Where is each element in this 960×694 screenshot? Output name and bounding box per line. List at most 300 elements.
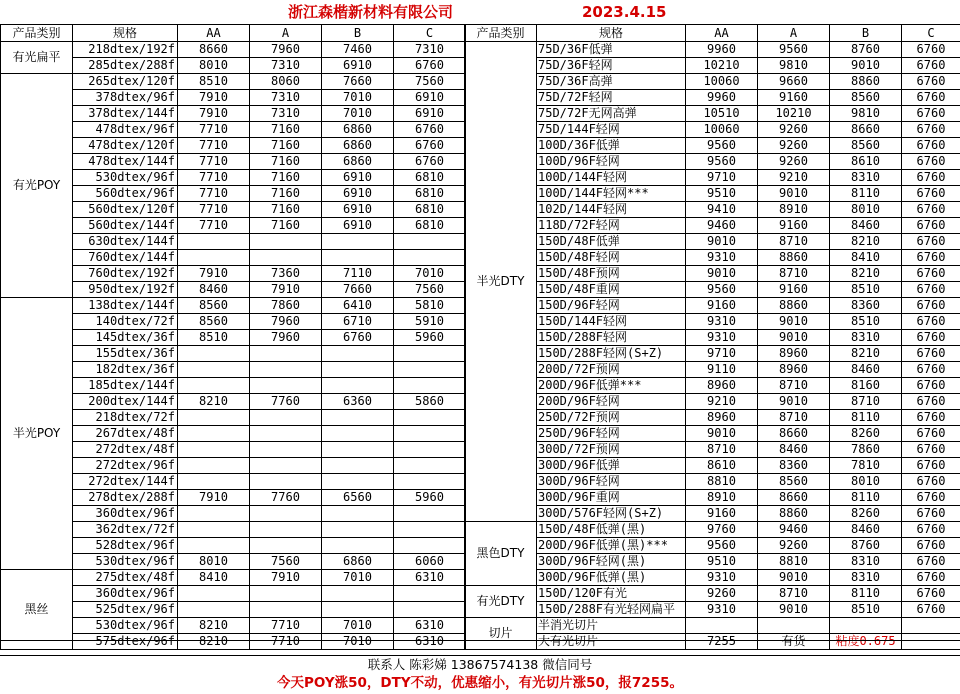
- price-cell: [394, 250, 466, 266]
- spec-cell: 150D/288F轻网: [537, 330, 686, 346]
- spec-cell: 100D/144F轻网: [537, 170, 686, 186]
- price-cell: 9310: [686, 314, 758, 330]
- price-cell: 9710: [686, 346, 758, 362]
- spec-cell: 150D/120F有光: [537, 586, 686, 602]
- price-cell: [394, 362, 466, 378]
- price-cell: 粘度0.675: [830, 634, 902, 650]
- price-cell: 8660: [758, 490, 830, 506]
- price-cell: 9460: [686, 218, 758, 234]
- price-cell: 6760: [902, 458, 960, 474]
- price-cell: 6760: [902, 586, 960, 602]
- price-cell: 8460: [830, 218, 902, 234]
- price-cell: 7160: [250, 202, 322, 218]
- spec-cell: 278dtex/288f: [73, 490, 178, 506]
- spec-cell: 182dtex/36f: [73, 362, 178, 378]
- price-cell: 6760: [902, 218, 960, 234]
- spec-cell: 140dtex/72f: [73, 314, 178, 330]
- price-cell: [394, 586, 466, 602]
- price-cell: 8010: [830, 202, 902, 218]
- price-cell: 8910: [758, 202, 830, 218]
- spec-cell: 760dtex/144f: [73, 250, 178, 266]
- price-cell: 6760: [902, 170, 960, 186]
- price-cell: [178, 538, 250, 554]
- spec-cell: 150D/96F轻网: [537, 298, 686, 314]
- table-row: [465, 154, 960, 170]
- price-cell: [394, 602, 466, 618]
- price-cell: [178, 346, 250, 362]
- price-cell: 7310: [250, 106, 322, 122]
- price-cell: 6860: [322, 554, 394, 570]
- price-cell: 6760: [902, 554, 960, 570]
- price-cell: 8710: [830, 394, 902, 410]
- price-cell: 8860: [830, 74, 902, 90]
- spec-cell: 300D/72F预网: [537, 442, 686, 458]
- price-cell: 7910: [250, 282, 322, 298]
- price-cell: 9010: [758, 394, 830, 410]
- contact-line: 联系人 陈彩娣 13867574138 微信同号: [367, 657, 593, 672]
- spec-cell: 75D/72F无网高弹: [537, 106, 686, 122]
- spec-cell: 250D/72F预网: [537, 410, 686, 426]
- spec-cell: 360dtex/96f: [73, 506, 178, 522]
- price-cell: 8960: [686, 410, 758, 426]
- price-cell: [178, 586, 250, 602]
- price-cell: 6760: [902, 570, 960, 586]
- price-cell: 9810: [758, 58, 830, 74]
- price-cell: 6760: [902, 202, 960, 218]
- price-cell: 7660: [322, 282, 394, 298]
- price-cell: 7160: [250, 122, 322, 138]
- price-cell: 7310: [250, 90, 322, 106]
- price-cell: 9010: [686, 426, 758, 442]
- price-cell: 6760: [902, 106, 960, 122]
- spec-cell: 560dtex/120f: [73, 202, 178, 218]
- price-cell: [250, 506, 322, 522]
- price-cell: 10060: [686, 122, 758, 138]
- price-cell: [250, 538, 322, 554]
- table-row: [465, 570, 960, 586]
- price-cell: 8610: [830, 154, 902, 170]
- price-cell: [902, 634, 960, 650]
- price-cell: 6910: [394, 106, 466, 122]
- table-row: [1, 74, 466, 90]
- company-name: 浙江森楷新材料有限公司: [288, 3, 454, 21]
- price-cell: 8260: [830, 426, 902, 442]
- price-cell: 8210: [830, 346, 902, 362]
- spec-cell: 530dtex/96f: [73, 618, 178, 634]
- price-cell: 6760: [902, 362, 960, 378]
- price-cell: 8460: [178, 282, 250, 298]
- price-cell: 8110: [830, 586, 902, 602]
- price-cell: 8960: [758, 346, 830, 362]
- price-cell: [250, 410, 322, 426]
- price-cell: [250, 362, 322, 378]
- price-cell: 7010: [394, 266, 466, 282]
- price-cell: 6760: [902, 442, 960, 458]
- price-cell: 6060: [394, 554, 466, 570]
- spec-cell: 360dtex/96f: [73, 586, 178, 602]
- price-cell: 6910: [322, 218, 394, 234]
- price-cell: 6910: [322, 58, 394, 74]
- price-cell: 9310: [686, 330, 758, 346]
- price-cell: 6860: [322, 138, 394, 154]
- price-cell: 6860: [322, 122, 394, 138]
- price-cell: 8660: [758, 426, 830, 442]
- spec-cell: 950dtex/192f: [73, 282, 178, 298]
- spec-cell: 大有光切片: [537, 634, 686, 650]
- spec-cell: 530dtex/96f: [73, 170, 178, 186]
- price-cell: [686, 618, 758, 634]
- price-cell: 9010: [758, 330, 830, 346]
- price-cell: 9160: [758, 218, 830, 234]
- price-cell: [758, 618, 830, 634]
- spec-cell: 218dtex/192f: [73, 42, 178, 58]
- spec-cell: 75D/72F轻网: [537, 90, 686, 106]
- spec-cell: 138dtex/144f: [73, 298, 178, 314]
- left-header-row: [1, 25, 466, 42]
- price-cell: 8710: [758, 410, 830, 426]
- price-cell: 7310: [394, 42, 466, 58]
- spec-cell: 185dtex/144f: [73, 378, 178, 394]
- price-cell: 7660: [322, 74, 394, 90]
- price-cell: 6760: [394, 154, 466, 170]
- price-cell: [250, 346, 322, 362]
- table-row: [465, 234, 960, 250]
- price-cell: 9210: [686, 394, 758, 410]
- price-cell: 8710: [758, 234, 830, 250]
- price-cell: 10510: [686, 106, 758, 122]
- table-row: [465, 442, 960, 458]
- price-cell: 7160: [250, 186, 322, 202]
- spec-cell: 560dtex/144f: [73, 218, 178, 234]
- table-row: [465, 218, 960, 234]
- price-cell: 8310: [830, 330, 902, 346]
- spec-cell: 200dtex/144f: [73, 394, 178, 410]
- spec-cell: 150D/48F低弹(黑): [537, 522, 686, 538]
- price-cell: 8410: [830, 250, 902, 266]
- table-row: [465, 506, 960, 522]
- price-cell: [250, 458, 322, 474]
- price-cell: 7160: [250, 138, 322, 154]
- price-cell: 6760: [902, 394, 960, 410]
- price-cell: [178, 234, 250, 250]
- left-header-c: C: [394, 25, 466, 42]
- price-cell: 8710: [686, 442, 758, 458]
- price-cell: [178, 426, 250, 442]
- table-row: [465, 362, 960, 378]
- price-cell: 9310: [686, 570, 758, 586]
- spec-cell: 150D/48F低弹: [537, 234, 686, 250]
- spec-cell: 75D/36F低弹: [537, 42, 686, 58]
- price-cell: 8110: [830, 410, 902, 426]
- price-cell: 9260: [758, 122, 830, 138]
- price-cell: 8860: [758, 298, 830, 314]
- price-cell: 6760: [902, 154, 960, 170]
- price-cell: [322, 602, 394, 618]
- price-cell: 有货: [758, 634, 830, 650]
- price-cell: 6760: [394, 58, 466, 74]
- price-cell: 8210: [178, 394, 250, 410]
- spec-cell: 362dtex/72f: [73, 522, 178, 538]
- price-cell: 6410: [322, 298, 394, 314]
- price-cell: 9010: [830, 58, 902, 74]
- table-row: [465, 170, 960, 186]
- price-cell: [322, 426, 394, 442]
- left-category-cell: 黑丝: [1, 570, 73, 650]
- price-cell: 9560: [686, 138, 758, 154]
- price-cell: 9010: [758, 314, 830, 330]
- price-cell: 6760: [902, 138, 960, 154]
- price-cell: 6760: [902, 410, 960, 426]
- price-cell: 6860: [322, 154, 394, 170]
- price-cell: 9160: [686, 298, 758, 314]
- price-cell: 9510: [686, 186, 758, 202]
- spec-cell: 575dtex/96f: [73, 634, 178, 650]
- price-cell: 6760: [902, 522, 960, 538]
- table-row: [465, 122, 960, 138]
- spec-cell: 272dtex/144f: [73, 474, 178, 490]
- table-row: [465, 330, 960, 346]
- price-cell: 6560: [322, 490, 394, 506]
- spec-cell: 378dtex/144f: [73, 106, 178, 122]
- price-cell: 9110: [686, 362, 758, 378]
- table-row: [465, 522, 960, 538]
- price-cell: 6760: [902, 378, 960, 394]
- table-row: [465, 298, 960, 314]
- table-row: [465, 186, 960, 202]
- spec-cell: 150D/48F轻网: [537, 250, 686, 266]
- table-row: [465, 474, 960, 490]
- left-price-table: [0, 24, 466, 650]
- right-header-aa: AA: [686, 25, 758, 42]
- price-cell: 7760: [250, 394, 322, 410]
- price-cell: 9260: [758, 154, 830, 170]
- price-cell: [394, 378, 466, 394]
- price-cell: 8860: [758, 506, 830, 522]
- price-cell: [178, 474, 250, 490]
- left-category-cell: 半光POY: [1, 298, 73, 570]
- price-cell: 6910: [322, 202, 394, 218]
- spec-cell: 75D/36F高弹: [537, 74, 686, 90]
- price-cell: 7710: [250, 634, 322, 650]
- price-cell: 7960: [250, 314, 322, 330]
- price-cell: 7710: [178, 122, 250, 138]
- price-cell: [394, 474, 466, 490]
- spec-cell: 150D/288F轻网(S+Z): [537, 346, 686, 362]
- price-cell: [322, 586, 394, 602]
- price-cell: 6760: [902, 74, 960, 90]
- spec-cell: 155dtex/36f: [73, 346, 178, 362]
- price-cell: 7160: [250, 218, 322, 234]
- price-cell: 10210: [686, 58, 758, 74]
- price-cell: 8760: [830, 538, 902, 554]
- price-cell: 6810: [394, 202, 466, 218]
- right-price-table: [464, 24, 960, 650]
- price-cell: 6760: [902, 474, 960, 490]
- spec-cell: 525dtex/96f: [73, 602, 178, 618]
- price-cell: 7010: [322, 618, 394, 634]
- price-cell: [178, 410, 250, 426]
- right-header-a: A: [758, 25, 830, 42]
- price-cell: [178, 442, 250, 458]
- price-cell: 8560: [178, 298, 250, 314]
- price-cell: 7960: [250, 330, 322, 346]
- price-cell: 9560: [686, 154, 758, 170]
- price-cell: 7710: [250, 618, 322, 634]
- spec-cell: 200D/96F低弹(黑)***: [537, 538, 686, 554]
- price-cell: 8360: [758, 458, 830, 474]
- table-row: [465, 74, 960, 90]
- price-cell: 9560: [686, 282, 758, 298]
- price-cell: 6310: [394, 634, 466, 650]
- price-cell: 8260: [830, 506, 902, 522]
- price-cell: 9760: [686, 522, 758, 538]
- table-row: [465, 250, 960, 266]
- price-cell: 7255: [686, 634, 758, 650]
- price-cell: 6760: [902, 346, 960, 362]
- price-cell: 9460: [758, 522, 830, 538]
- price-cell: 7310: [250, 58, 322, 74]
- table-row: [465, 634, 960, 650]
- price-cell: 6760: [394, 122, 466, 138]
- price-cell: 9810: [830, 106, 902, 122]
- price-cell: 6910: [322, 170, 394, 186]
- price-cell: 9960: [686, 90, 758, 106]
- price-cell: 9660: [758, 74, 830, 90]
- right-category-cell: 有光DTY: [465, 586, 537, 618]
- price-cell: 6810: [394, 218, 466, 234]
- price-cell: 8410: [178, 570, 250, 586]
- price-cell: [322, 458, 394, 474]
- price-cell: 8110: [830, 490, 902, 506]
- price-cell: 9210: [758, 170, 830, 186]
- price-cell: [394, 442, 466, 458]
- table-row: [465, 394, 960, 410]
- price-cell: 7810: [830, 458, 902, 474]
- price-cell: 8110: [830, 186, 902, 202]
- price-cell: [178, 362, 250, 378]
- price-cell: [322, 346, 394, 362]
- price-cell: 9010: [686, 234, 758, 250]
- price-cell: 7010: [322, 90, 394, 106]
- spec-cell: 265dtex/120f: [73, 74, 178, 90]
- price-cell: 7560: [250, 554, 322, 570]
- spec-cell: 760dtex/192f: [73, 266, 178, 282]
- spec-cell: 150D/144F轻网: [537, 314, 686, 330]
- spec-cell: 267dtex/48f: [73, 426, 178, 442]
- price-cell: 6760: [902, 506, 960, 522]
- price-cell: 8910: [686, 490, 758, 506]
- price-cell: [250, 474, 322, 490]
- price-cell: 6760: [902, 58, 960, 74]
- price-cell: 6760: [902, 250, 960, 266]
- price-cell: 6760: [902, 186, 960, 202]
- price-cell: 5960: [394, 330, 466, 346]
- price-cell: 7560: [394, 74, 466, 90]
- price-cell: 6310: [394, 570, 466, 586]
- spec-cell: 150D/48F预网: [537, 266, 686, 282]
- left-header-a: A: [250, 25, 322, 42]
- price-cell: 6310: [394, 618, 466, 634]
- price-cell: 9960: [686, 42, 758, 58]
- price-cell: [394, 458, 466, 474]
- spec-cell: 200D/96F轻网: [537, 394, 686, 410]
- spec-cell: 272dtex/48f: [73, 442, 178, 458]
- price-cell: 7010: [322, 106, 394, 122]
- price-cell: 5910: [394, 314, 466, 330]
- left-header-category: 产品类别: [1, 25, 73, 42]
- spec-cell: 半消光切片: [537, 618, 686, 634]
- price-cell: 8010: [178, 58, 250, 74]
- price-cell: 8210: [178, 618, 250, 634]
- price-cell: 6760: [902, 298, 960, 314]
- price-cell: [250, 250, 322, 266]
- price-cell: 6760: [902, 602, 960, 618]
- price-cell: 9310: [686, 250, 758, 266]
- price-cell: [250, 378, 322, 394]
- spec-cell: 478dtex/120f: [73, 138, 178, 154]
- price-cell: 7910: [178, 490, 250, 506]
- spec-cell: 100D/36F低弹: [537, 138, 686, 154]
- price-cell: 8510: [178, 74, 250, 90]
- price-cell: [322, 234, 394, 250]
- price-cell: 8860: [758, 250, 830, 266]
- price-cell: 8310: [830, 570, 902, 586]
- spec-cell: 75D/36F轻网: [537, 58, 686, 74]
- price-cell: 8460: [758, 442, 830, 458]
- table-row: [465, 410, 960, 426]
- price-cell: 9710: [686, 170, 758, 186]
- price-cell: [322, 442, 394, 458]
- price-cell: 7910: [250, 570, 322, 586]
- price-cell: 7710: [178, 154, 250, 170]
- price-cell: [394, 346, 466, 362]
- price-cell: [394, 426, 466, 442]
- price-cell: 8760: [830, 42, 902, 58]
- table-row: [465, 378, 960, 394]
- price-cell: 8210: [178, 634, 250, 650]
- table-row: [465, 42, 960, 58]
- price-cell: 6710: [322, 314, 394, 330]
- spec-cell: 478dtex/96f: [73, 122, 178, 138]
- table-row: [1, 42, 466, 58]
- spec-cell: 560dtex/96f: [73, 186, 178, 202]
- spec-cell: 478dtex/144f: [73, 154, 178, 170]
- price-cell: 6760: [902, 490, 960, 506]
- price-cell: 8610: [686, 458, 758, 474]
- price-cell: 8010: [830, 474, 902, 490]
- price-cell: [178, 522, 250, 538]
- price-cell: 7160: [250, 170, 322, 186]
- left-header-aa: AA: [178, 25, 250, 42]
- price-cell: 9010: [758, 602, 830, 618]
- price-cell: 6810: [394, 186, 466, 202]
- right-header-spec: 规格: [537, 25, 686, 42]
- price-cell: 8460: [830, 522, 902, 538]
- price-cell: [250, 426, 322, 442]
- price-cell: [394, 234, 466, 250]
- price-cell: [830, 618, 902, 634]
- price-cell: 7860: [250, 298, 322, 314]
- blank-row-top: [0, 640, 960, 641]
- spec-cell: 300D/96F轻网(黑): [537, 554, 686, 570]
- right-category-cell: 切片: [465, 618, 537, 650]
- price-cell: [322, 250, 394, 266]
- price-cell: 6810: [394, 170, 466, 186]
- price-cell: 8560: [758, 474, 830, 490]
- price-cell: 7710: [178, 218, 250, 234]
- spec-cell: 275dtex/48f: [73, 570, 178, 586]
- price-cell: 8710: [758, 378, 830, 394]
